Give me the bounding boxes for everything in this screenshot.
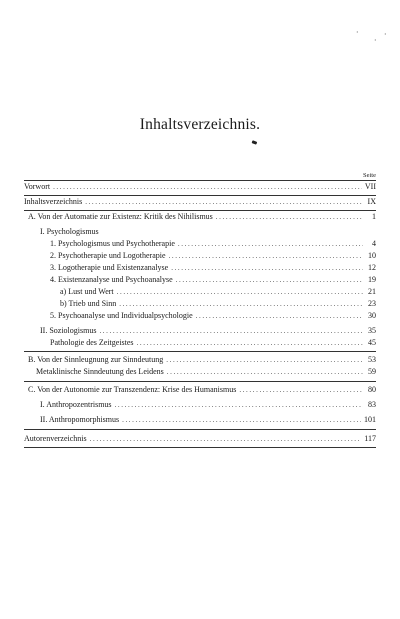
- page-title: Inhaltsverzeichnis.: [139, 116, 261, 133]
- toc-entry-label: C. Von der Autonomie zur Transzendenz: Krise des Humanismus: [28, 385, 237, 394]
- toc-entry: [24, 181, 376, 193]
- toc-entry-page: 117: [364, 434, 376, 443]
- toc-entry: [24, 433, 376, 445]
- dot-leader: [169, 250, 363, 262]
- dot-leader: [85, 196, 363, 208]
- dot-leader: [239, 384, 363, 396]
- divider: [24, 447, 376, 448]
- toc-entry-label: a) Lust und Wert: [60, 287, 114, 296]
- toc-entry: [50, 337, 376, 349]
- dot-leader: [53, 181, 362, 193]
- toc-entry-page: VII: [364, 182, 376, 191]
- toc-entry-label: B. Von der Sinnleugnung zur Sinndeutung: [28, 355, 164, 364]
- dot-leader: [137, 337, 363, 349]
- dot-leader: [122, 414, 361, 426]
- corner-speck: ·: [374, 36, 377, 45]
- toc-entry: [50, 262, 376, 274]
- dot-leader: [115, 399, 363, 411]
- toc-entry: [40, 226, 376, 238]
- toc-entry-page: 30: [368, 311, 376, 320]
- toc-entry: [28, 354, 376, 366]
- toc-entry: [60, 286, 376, 298]
- toc-entry-label: 2. Psychotherapie und Logotherapie: [50, 251, 166, 260]
- toc-entry: [28, 211, 376, 223]
- toc-entry-page: 80: [368, 385, 376, 394]
- toc-entry: [24, 196, 376, 208]
- divider: [24, 429, 376, 430]
- toc-entry-label: I. Anthropozentrismus: [40, 400, 112, 409]
- dot-leader: [166, 354, 363, 366]
- toc-entry-label: Metaklinische Sinndeutung des Leidens: [36, 367, 164, 376]
- toc-entry-page: 4: [372, 239, 376, 248]
- toc-entry-label: 4. Existenzanalyse und Psychoanalyse: [50, 275, 173, 284]
- toc-entry-label: 5. Psychoanalyse und Individualpsychologie: [50, 311, 193, 320]
- toc-entry-page: 45: [368, 338, 376, 347]
- ink-mark: [252, 140, 258, 144]
- toc-entry-page: IX: [367, 197, 376, 206]
- toc-entry: [40, 325, 376, 337]
- toc-entry: [40, 399, 376, 411]
- toc-entry: [50, 274, 376, 286]
- toc-entry-label: Vorwort: [24, 182, 51, 191]
- toc-entry-page: 10: [368, 251, 376, 260]
- dot-leader: [119, 298, 363, 310]
- toc-entry-label: II. Soziologismus: [40, 326, 97, 335]
- dot-leader: [99, 325, 363, 337]
- toc-entry-label: Autorenverzeichnis: [24, 434, 87, 443]
- toc-entry-page: 53: [368, 355, 376, 364]
- toc-entry-label: A. Von der Automatie zur Existenz: Kritik des Nihilismus: [28, 212, 213, 221]
- dot-leader: [196, 310, 363, 322]
- toc-entry-label: b) Trieb und Sinn: [60, 299, 117, 308]
- toc-entry-page: 83: [368, 400, 376, 409]
- dot-leader: [176, 274, 363, 286]
- toc-entry-page: 19: [368, 275, 376, 284]
- dot-leader: [216, 211, 363, 223]
- toc-entry: [50, 238, 376, 250]
- corner-speck: ·: [384, 30, 387, 39]
- dot-leader: [167, 366, 363, 378]
- toc-entry: [28, 384, 376, 396]
- divider: [24, 351, 376, 352]
- corner-speck: ·: [356, 28, 359, 37]
- toc-entry: [36, 366, 376, 378]
- toc-entry-label: Inhaltsverzeichnis: [24, 197, 83, 206]
- toc-entry-page: 35: [368, 326, 376, 335]
- divider: [24, 381, 376, 382]
- toc-entry-page: 1: [372, 212, 376, 221]
- toc-entry-label: Pathologie des Zeitgeistes: [50, 338, 134, 347]
- toc-entry: [60, 298, 376, 310]
- toc-entry-page: 12: [368, 263, 376, 272]
- dot-leader: [117, 286, 363, 298]
- toc-entry-page: 21: [368, 287, 376, 296]
- toc-entry-label: II. Anthropomorphismus: [40, 415, 120, 424]
- toc-entry-page: 101: [364, 415, 376, 424]
- toc-entry: [50, 250, 376, 262]
- dot-leader: [171, 262, 363, 274]
- dot-leader: [178, 238, 363, 250]
- toc-entry: [40, 414, 376, 426]
- seite-header: Seite: [363, 172, 376, 179]
- toc-entry-label: 1. Psychologismus und Psychotherapie: [50, 239, 175, 248]
- toc-entry: [50, 310, 376, 322]
- toc-entry-page: 59: [368, 367, 376, 376]
- toc-entry-label: 3. Logotherapie und Existenzanalyse: [50, 263, 169, 272]
- toc-entry-page: 23: [368, 299, 376, 308]
- dot-leader: [90, 433, 362, 445]
- toc-entry-label: I. Psychologismus: [40, 227, 99, 236]
